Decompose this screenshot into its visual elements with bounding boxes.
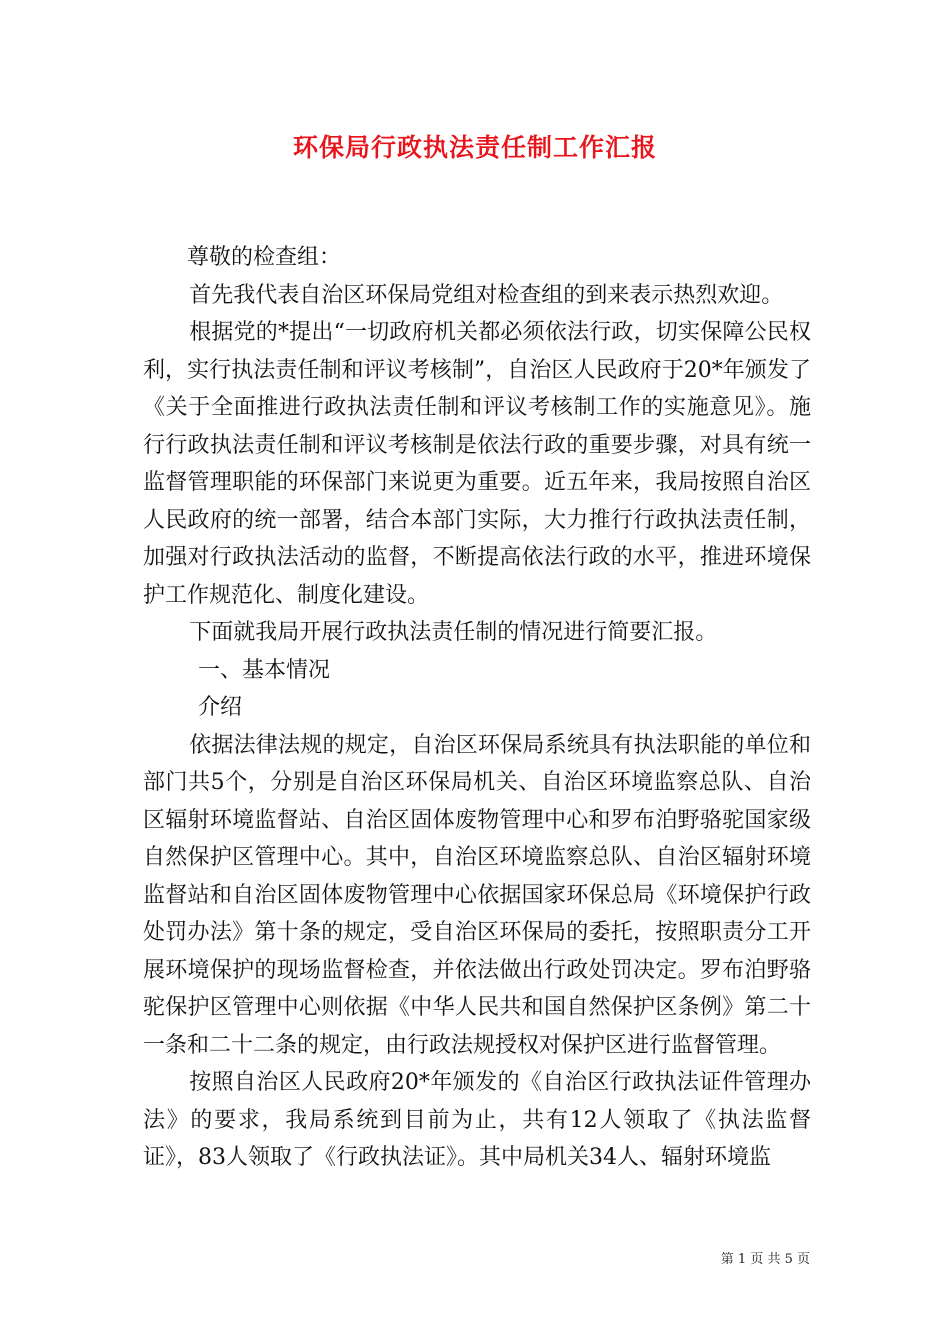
page-number: 第 1 页 共 5 页 [720, 1252, 810, 1267]
document-body [143, 239, 811, 1177]
paragraph-welcome: 首先我代表自治区环保局党组对检查组的到来表示热烈欢迎。 [189, 282, 784, 308]
subsection-heading: 介绍 [198, 695, 243, 720]
section-heading: 一、基本情况 [198, 657, 331, 683]
paragraph-units: 依据法律法规的规定，自治区环保局系统具有执法职能的单位和部门共5个，分别是自治区环保局机关、自治区环境监察总队、自治区辐射环境监督站、自治区固体废物管理中心和罗布泊野骆驼国家级自然保护区管理中心。其中，自治区环境监察总队、自治区辐射环境监督站和自治区固体废物管理中心依据国家环保总局《环境保护行政处罚办法》第十条的规定，受自治区环保局的委托，按照职责分工开展环境保护的现场监督检查，并依法做出行政处罚决定。罗布泊野骆驼保护区管理中心则依据《中华人民共和国自然保护区条例》第二十一条和二十二条的规定，由行政法规授权对保护区进行监督管理。 [143, 732, 811, 1058]
document-title: 环保局行政执法责任制工作汇报 [292, 133, 657, 162]
paragraph-certificates: 按照自治区人民政府20*年颁发的《自治区行政执法证件管理办法》的要求，我局系统到目前为止，共有12人领取了《执法监督证》，83人领取了《行政执法证》。其中局机关34人、辐射环境监 [143, 1070, 811, 1170]
paragraph-intro: 下面就我局开展行政执法责任制的情况进行简要汇报。 [189, 620, 718, 645]
paragraph-background: 根据党的*提出“一切政府机关都必须依法行政，切实保障公民权利，实行执法责任制和评议考核制”，自治区人民政府于20*年颁发了《关于全面推进行政执法责任制和评议考核制工作的实施意见》。施行行政执法责任制和评议考核制是依法行政的重要步骤，对具有统一监督管理职能的环保部门来说更为重要。近五年来，我局按照自治区人民政府的统一部署，结合本部门实际，大力推行行政执法责任制，加强对行政执法活动的监督，不断提高依法行政的水平，推进环境保护工作规范化、制度化建设。 [143, 320, 811, 608]
paragraph-salutation: 尊敬的检查组： [187, 245, 342, 270]
